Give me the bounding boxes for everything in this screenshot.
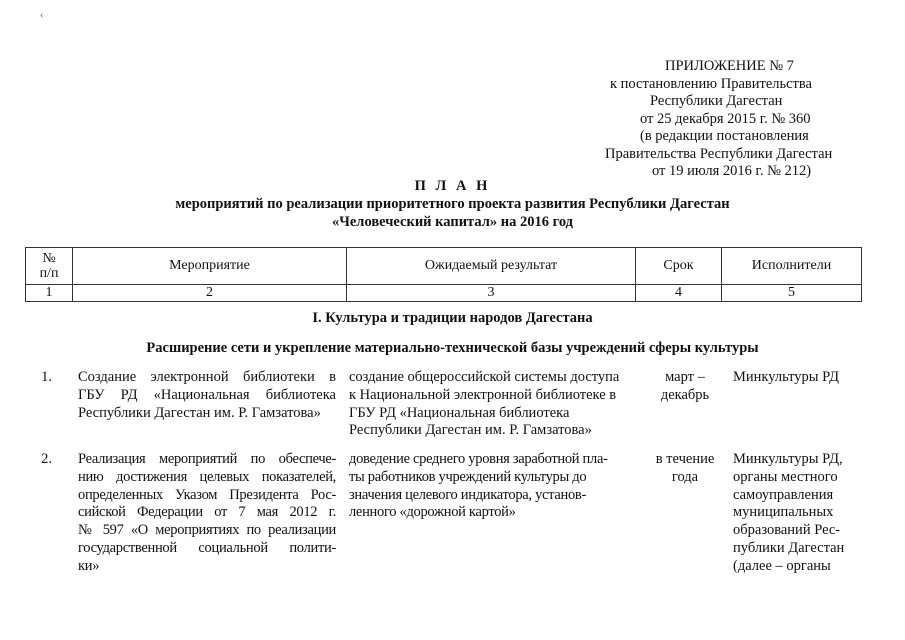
cell-line: самоуправления (733, 486, 834, 503)
plan-subtitle (0, 196, 905, 231)
cell-line: доведение среднего уровня заработной пла- (349, 451, 608, 467)
cell-line: создание общероссийской системы доступа (349, 369, 620, 385)
cell-line: Минкультуры РД, (733, 451, 843, 467)
appendix-block (560, 58, 890, 181)
plan-table-header (25, 247, 862, 302)
column-number: 4 (636, 285, 722, 302)
column-number: 1 (26, 285, 73, 302)
appendix-line: Республики Дагестан (650, 93, 783, 109)
cell-line: значения целевого индикатора, установ- (349, 486, 587, 503)
scan-speck: ‹ (40, 10, 44, 21)
column-number: 2 (73, 285, 347, 302)
cell-line: образований Рес- (733, 522, 841, 539)
appendix-line: от 25 декабря 2015 г. № 360 (640, 110, 811, 127)
header-result: Ожидаемый результат (347, 248, 636, 285)
appendix-line: к постановлению Правительства (610, 75, 812, 92)
header-executors: Исполнители (722, 248, 862, 285)
appendix-line: ПРИЛОЖЕНИЕ № 7 (665, 58, 794, 74)
cell-line: Минкультуры РД (733, 369, 840, 385)
cell-line: ты работников учреждений культуры до (349, 468, 587, 485)
cell-line: ленного «дорожной картой» (349, 504, 516, 521)
row-event (78, 369, 336, 422)
row-result (349, 451, 634, 522)
cell-line: муниципальных (733, 504, 834, 521)
cell-line: государственной социальной полити- (78, 539, 336, 556)
cell-line: органы местного (733, 468, 838, 485)
cell-line: (далее – органы (733, 557, 831, 574)
cell-line: ки» (78, 557, 100, 574)
cell-line: сийской Федерации от 7 мая 2012 г. (78, 504, 336, 521)
row-number: 2. (41, 451, 52, 467)
cell-line: года (671, 468, 699, 485)
header-num-line: № (42, 251, 56, 266)
row-number: 1. (41, 369, 52, 385)
cell-line: № 597 «О мероприятиях по реализации (78, 522, 336, 539)
cell-line: ГБУ РД «Национальная библиотека (78, 386, 336, 403)
cell-line: март – (665, 369, 705, 385)
plan-title: П Л А Н (414, 178, 491, 194)
appendix-line: от 19 июля 2016 г. № 212) (652, 163, 812, 179)
row-term (645, 369, 725, 405)
section-title: I. Культура и традиции народов Дагестана (312, 310, 593, 326)
cell-line: декабрь (660, 386, 710, 403)
row-term (645, 451, 725, 487)
row-result (349, 369, 634, 440)
cell-line: к Национальной электронной библиотеке в (349, 386, 617, 403)
cell-line: Республики Дагестан им. Р. Гамзатова» (349, 422, 592, 439)
row-event (78, 451, 336, 576)
header-num-line: п/п (39, 266, 59, 281)
cell-line: публики Дагестан (733, 539, 845, 556)
plan-subtitle-line: мероприятий по реализации приоритетного проекта развития Республики Дагестан (175, 196, 730, 212)
cell-line: Республики Дагестан им. Р. Гамзатова» (78, 404, 321, 421)
header-event: Мероприятие (73, 248, 347, 285)
row-executors (733, 369, 863, 387)
plan-subtitle-line: «Человеческий капитал» на 2016 год (331, 213, 573, 230)
cell-line: определенных Указом Президента Рос- (78, 486, 336, 503)
header-num (26, 248, 73, 285)
cell-line: ГБУ РД «Национальная библиотека (349, 404, 570, 421)
cell-line: Создание электронной библиотеки в (78, 369, 336, 385)
cell-line: нию достижения целевых показателей, (78, 468, 336, 485)
column-number: 5 (722, 285, 862, 302)
cell-line: Реализация мероприятий по обеспече- (78, 451, 336, 467)
header-term: Срок (636, 248, 722, 285)
appendix-line: Правительства Республики Дагестан (605, 145, 833, 162)
cell-line: в течение (655, 451, 715, 467)
section-subtitle: Расширение сети и укрепление материально-технической базы учреждений сферы культуры (146, 340, 759, 356)
row-executors (733, 451, 863, 576)
appendix-line: (в редакции постановления (640, 128, 809, 144)
column-number: 3 (347, 285, 636, 302)
